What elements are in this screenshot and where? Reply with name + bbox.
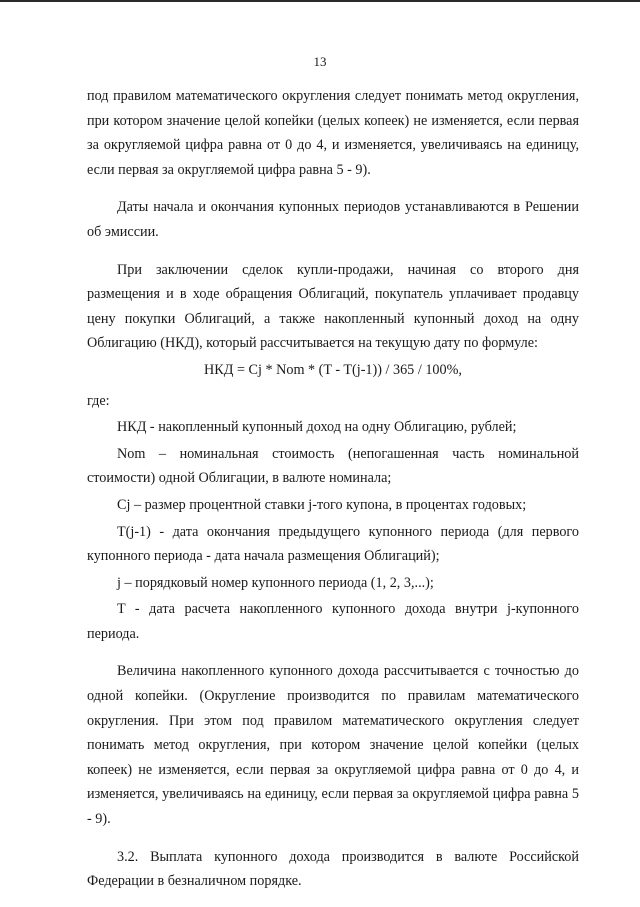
paragraph-section-3-2: 3.2. Выплата купонного дохода производится в валюте Российской Федерации в безналичном порядке. xyxy=(87,848,579,890)
definition-tj1: T(j-1) - дата окончания предыдущего купонного периода (для первого купонного периода - дата начала размещения Облигаций); xyxy=(87,523,579,565)
definition-j: j – порядковый номер купонного периода (1, 2, 3,...); xyxy=(117,574,434,591)
definition-nom: Nom – номинальная стоимость (непогашенная часть номинальной стоимости) одной Облигации, в валюте номинала; xyxy=(87,445,579,487)
nkd-formula: НКД = Cj * Nom * (T - T(j-1)) / 365 / 100%, xyxy=(204,361,462,378)
paragraph-rounding-continuation: под правилом математического округления следует понимать метод округления, при котором значение целой копейки (целых копеек) не изменяется, если первая за округляемой цифра равна от 0 до 4, и изменяется, увеличиваясь на единицу, если первая за округляемой цифра равна 5 - 9). xyxy=(87,88,579,178)
page-number: 13 xyxy=(313,54,327,69)
top-border-line xyxy=(0,0,640,2)
paragraph-rounding-precision: Величина накопленного купонного дохода рассчитывается с точностью до одной копейки. (Округление производится по правилам математического округления. При этом под правилом математического округления следует понимать метод округления, при котором значение целой копейки (целых копеек) не изменяется, если первая за округляемой цифра равна от 0 до 4, и изменяется, увеличиваясь на единицу, если первая за округляемой цифра равна 5 - 9). xyxy=(87,663,579,828)
paragraph-nkd-intro: При заключении сделок купли-продажи, начиная со второго дня размещения и в ходе обращения Облигаций, покупатель уплачивает продавцу цену покупки Облигаций, а также накопленный купонный доход на одну Облигацию (НКД), который рассчитывается на текущую дату по формуле: xyxy=(87,261,579,352)
paragraph-coupon-dates: Даты начала и окончания купонных периодов устанавливаются в Решении об эмиссии. xyxy=(87,199,579,240)
definition-nkd: НКД - накопленный купонный доход на одну Облигацию, рублей; xyxy=(117,419,517,436)
document-body xyxy=(87,84,579,907)
definition-t: T - дата расчета накопленного купонного дохода внутри j-купонного периода. xyxy=(87,601,579,642)
definition-cj: Cj – размер процентной ставки j-того купона, в процентах годовых; xyxy=(117,496,527,513)
formula-where-label: где: xyxy=(87,392,110,409)
